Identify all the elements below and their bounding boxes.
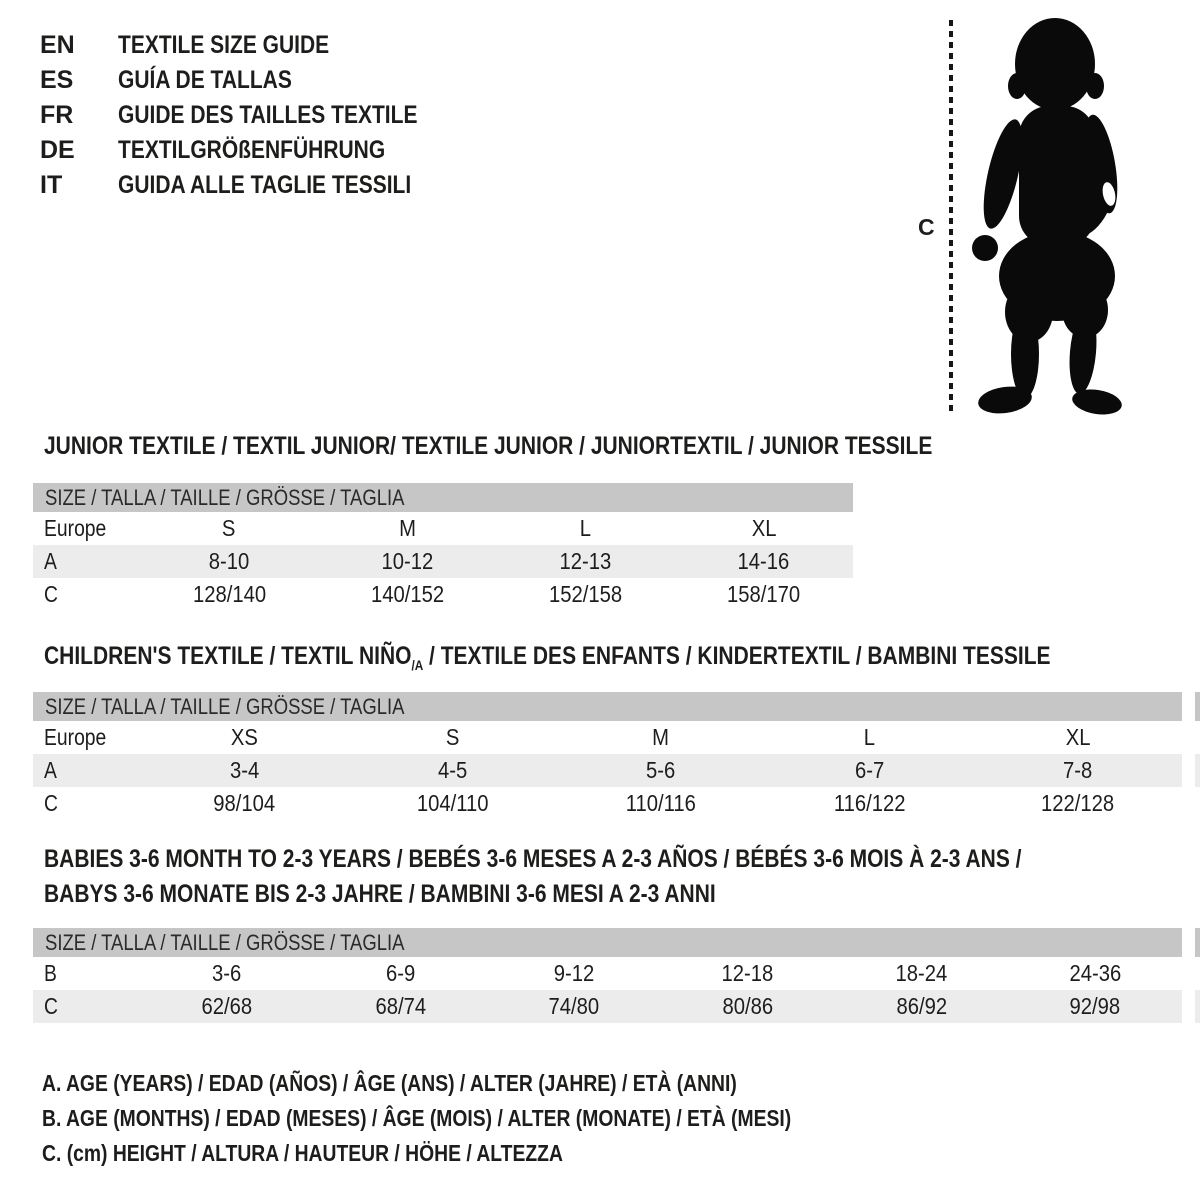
language-row bbox=[40, 133, 475, 168]
table-cell: 10-12 bbox=[381, 548, 434, 574]
guide-title: TEXTILE SIZE GUIDE bbox=[118, 31, 330, 59]
table-cell: 3-6 bbox=[212, 960, 242, 986]
table-header-band bbox=[33, 928, 1182, 957]
table-cell: M bbox=[398, 515, 416, 541]
guide-title: TEXTILGRÖßENFÜHRUNG bbox=[118, 136, 386, 164]
guide-title: GUIDE DES TAILLES TEXTILE bbox=[118, 101, 418, 129]
guide-title: GUÍA DE TALLAS bbox=[118, 66, 292, 94]
table-cell: XL bbox=[751, 515, 777, 541]
table-cell: 98/104 bbox=[213, 790, 276, 816]
table-cell: 86/92 bbox=[896, 993, 947, 1019]
language-row bbox=[40, 63, 475, 98]
language-code: ES bbox=[40, 66, 74, 94]
table-edge-sliver bbox=[1195, 990, 1200, 1023]
table-cell: 7-8 bbox=[1063, 757, 1093, 783]
babies-section-title-line2: BABYS 3-6 MONATE BIS 2-3 JAHRE / BAMBINI 3-6 MESI A 2-3 ANNI bbox=[44, 880, 716, 908]
row-label: C bbox=[44, 790, 58, 816]
legend-line-age-years: A. AGE (YEARS) / EDAD (AÑOS) / ÂGE (ANS) / ALTER (JAHRE) / ETÀ (ANNI) bbox=[42, 1070, 737, 1096]
language-title-list bbox=[40, 28, 475, 203]
table-edge-sliver bbox=[1195, 754, 1200, 787]
nino-a-subscript: /A bbox=[411, 657, 424, 673]
table-cell: 74/80 bbox=[548, 993, 600, 1019]
table-cell: 14-16 bbox=[737, 548, 790, 574]
table-cell: S bbox=[222, 515, 236, 541]
table-cell: 116/122 bbox=[833, 790, 906, 816]
row-label: Europe bbox=[44, 515, 107, 541]
table-cell: 5-6 bbox=[646, 757, 676, 783]
table-cell: 8-10 bbox=[208, 548, 250, 574]
table-cell: 152/158 bbox=[549, 581, 623, 607]
measurement-legend bbox=[42, 1066, 934, 1171]
language-code: DE bbox=[40, 136, 75, 164]
babies-section-title-line1: BABIES 3-6 MONTH TO 2-3 YEARS / BEBÉS 3-6 MESES A 2-3 AÑOS / BÉBÉS 3-6 MOIS À 2-3 ANS / bbox=[44, 845, 1022, 873]
table-cell: 128/140 bbox=[192, 581, 266, 607]
table-cell: 110/116 bbox=[625, 790, 697, 816]
table-row bbox=[33, 545, 853, 578]
table-cell: 6-7 bbox=[854, 757, 885, 783]
table-cell: 158/170 bbox=[727, 581, 801, 607]
row-label: Europe bbox=[44, 724, 107, 750]
legend-line-height: C. (cm) HEIGHT / ALTURA / HAUTEUR / HÖHE / ALTEZZA bbox=[42, 1140, 563, 1166]
language-row bbox=[40, 28, 475, 63]
table-row bbox=[33, 990, 1182, 1023]
size-header-label: SIZE / TALLA / TAILLE / GRÖSSE / TAGLIA bbox=[45, 485, 405, 510]
table-cell: 9-12 bbox=[553, 960, 595, 986]
table-edge-sliver bbox=[1195, 928, 1200, 957]
babies-size-table bbox=[33, 928, 1182, 1023]
table-cell: M bbox=[652, 724, 670, 750]
language-code: FR bbox=[40, 101, 74, 129]
height-measure-dashed-line bbox=[949, 20, 953, 412]
table-cell: 122/128 bbox=[1041, 790, 1115, 816]
table-header-band bbox=[33, 692, 1182, 721]
table-row bbox=[33, 721, 1182, 754]
row-label: A bbox=[44, 548, 57, 574]
junior-section-title: JUNIOR TEXTILE / TEXTIL JUNIOR/ TEXTILE JUNIOR / JUNIORTEXTIL / JUNIOR TESSILE bbox=[44, 432, 933, 460]
table-cell: 140/152 bbox=[370, 581, 444, 607]
table-cell: XL bbox=[1065, 724, 1091, 750]
table-cell: 18-24 bbox=[895, 960, 948, 986]
table-header-band bbox=[33, 483, 853, 512]
junior-size-table bbox=[33, 483, 853, 611]
table-cell: 12-13 bbox=[559, 548, 612, 574]
language-code: IT bbox=[40, 171, 63, 199]
table-cell: L bbox=[863, 724, 876, 750]
row-label: A bbox=[44, 757, 57, 783]
children-section-title: CHILDREN'S TEXTILE / TEXTIL $NIÑO_{/A}$ / TEXTILE DES ENFANTS / KINDERTEXTIL / BAMBINI TESSILE bbox=[44, 642, 1051, 673]
table-cell: S bbox=[445, 724, 460, 750]
baby-silhouette-illustration bbox=[963, 14, 1139, 418]
table-cell: XS bbox=[230, 724, 258, 750]
row-label: C bbox=[44, 581, 58, 607]
table-cell: 62/68 bbox=[201, 993, 253, 1019]
table-cell: 12-18 bbox=[721, 960, 774, 986]
guide-title: GUIDA ALLE TAGLIE TESSILI bbox=[118, 171, 412, 199]
size-header-label: SIZE / TALLA / TAILLE / GRÖSSE / TAGLIA bbox=[45, 930, 405, 955]
table-cell: 104/110 bbox=[416, 790, 489, 816]
row-label: C bbox=[44, 993, 58, 1019]
table-row bbox=[33, 512, 853, 545]
language-code: EN bbox=[40, 31, 75, 59]
table-cell: 3-4 bbox=[229, 757, 259, 783]
height-measure-label: C bbox=[918, 214, 935, 240]
table-row bbox=[33, 957, 1182, 990]
table-edge-sliver bbox=[1195, 692, 1200, 721]
table-cell: 24-36 bbox=[1069, 960, 1122, 986]
table-cell: 6-9 bbox=[385, 960, 416, 986]
table-cell: L bbox=[579, 515, 592, 541]
table-cell: 4-5 bbox=[437, 757, 468, 783]
language-row bbox=[40, 168, 475, 203]
table-row bbox=[33, 787, 1182, 820]
table-cell: 68/74 bbox=[375, 993, 426, 1019]
size-header-label: SIZE / TALLA / TAILLE / GRÖSSE / TAGLIA bbox=[45, 694, 405, 719]
children-size-table bbox=[33, 692, 1182, 820]
legend-line-age-months: B. AGE (MONTHS) / EDAD (MESES) / ÂGE (MOIS) / ALTER (MONATE) / ETÀ (MESI) bbox=[42, 1105, 792, 1131]
table-cell: 80/86 bbox=[722, 993, 774, 1019]
language-row bbox=[40, 98, 475, 133]
table-cell: 92/98 bbox=[1069, 993, 1121, 1019]
table-row bbox=[33, 754, 1182, 787]
table-row bbox=[33, 578, 853, 611]
row-label: B bbox=[44, 960, 57, 986]
